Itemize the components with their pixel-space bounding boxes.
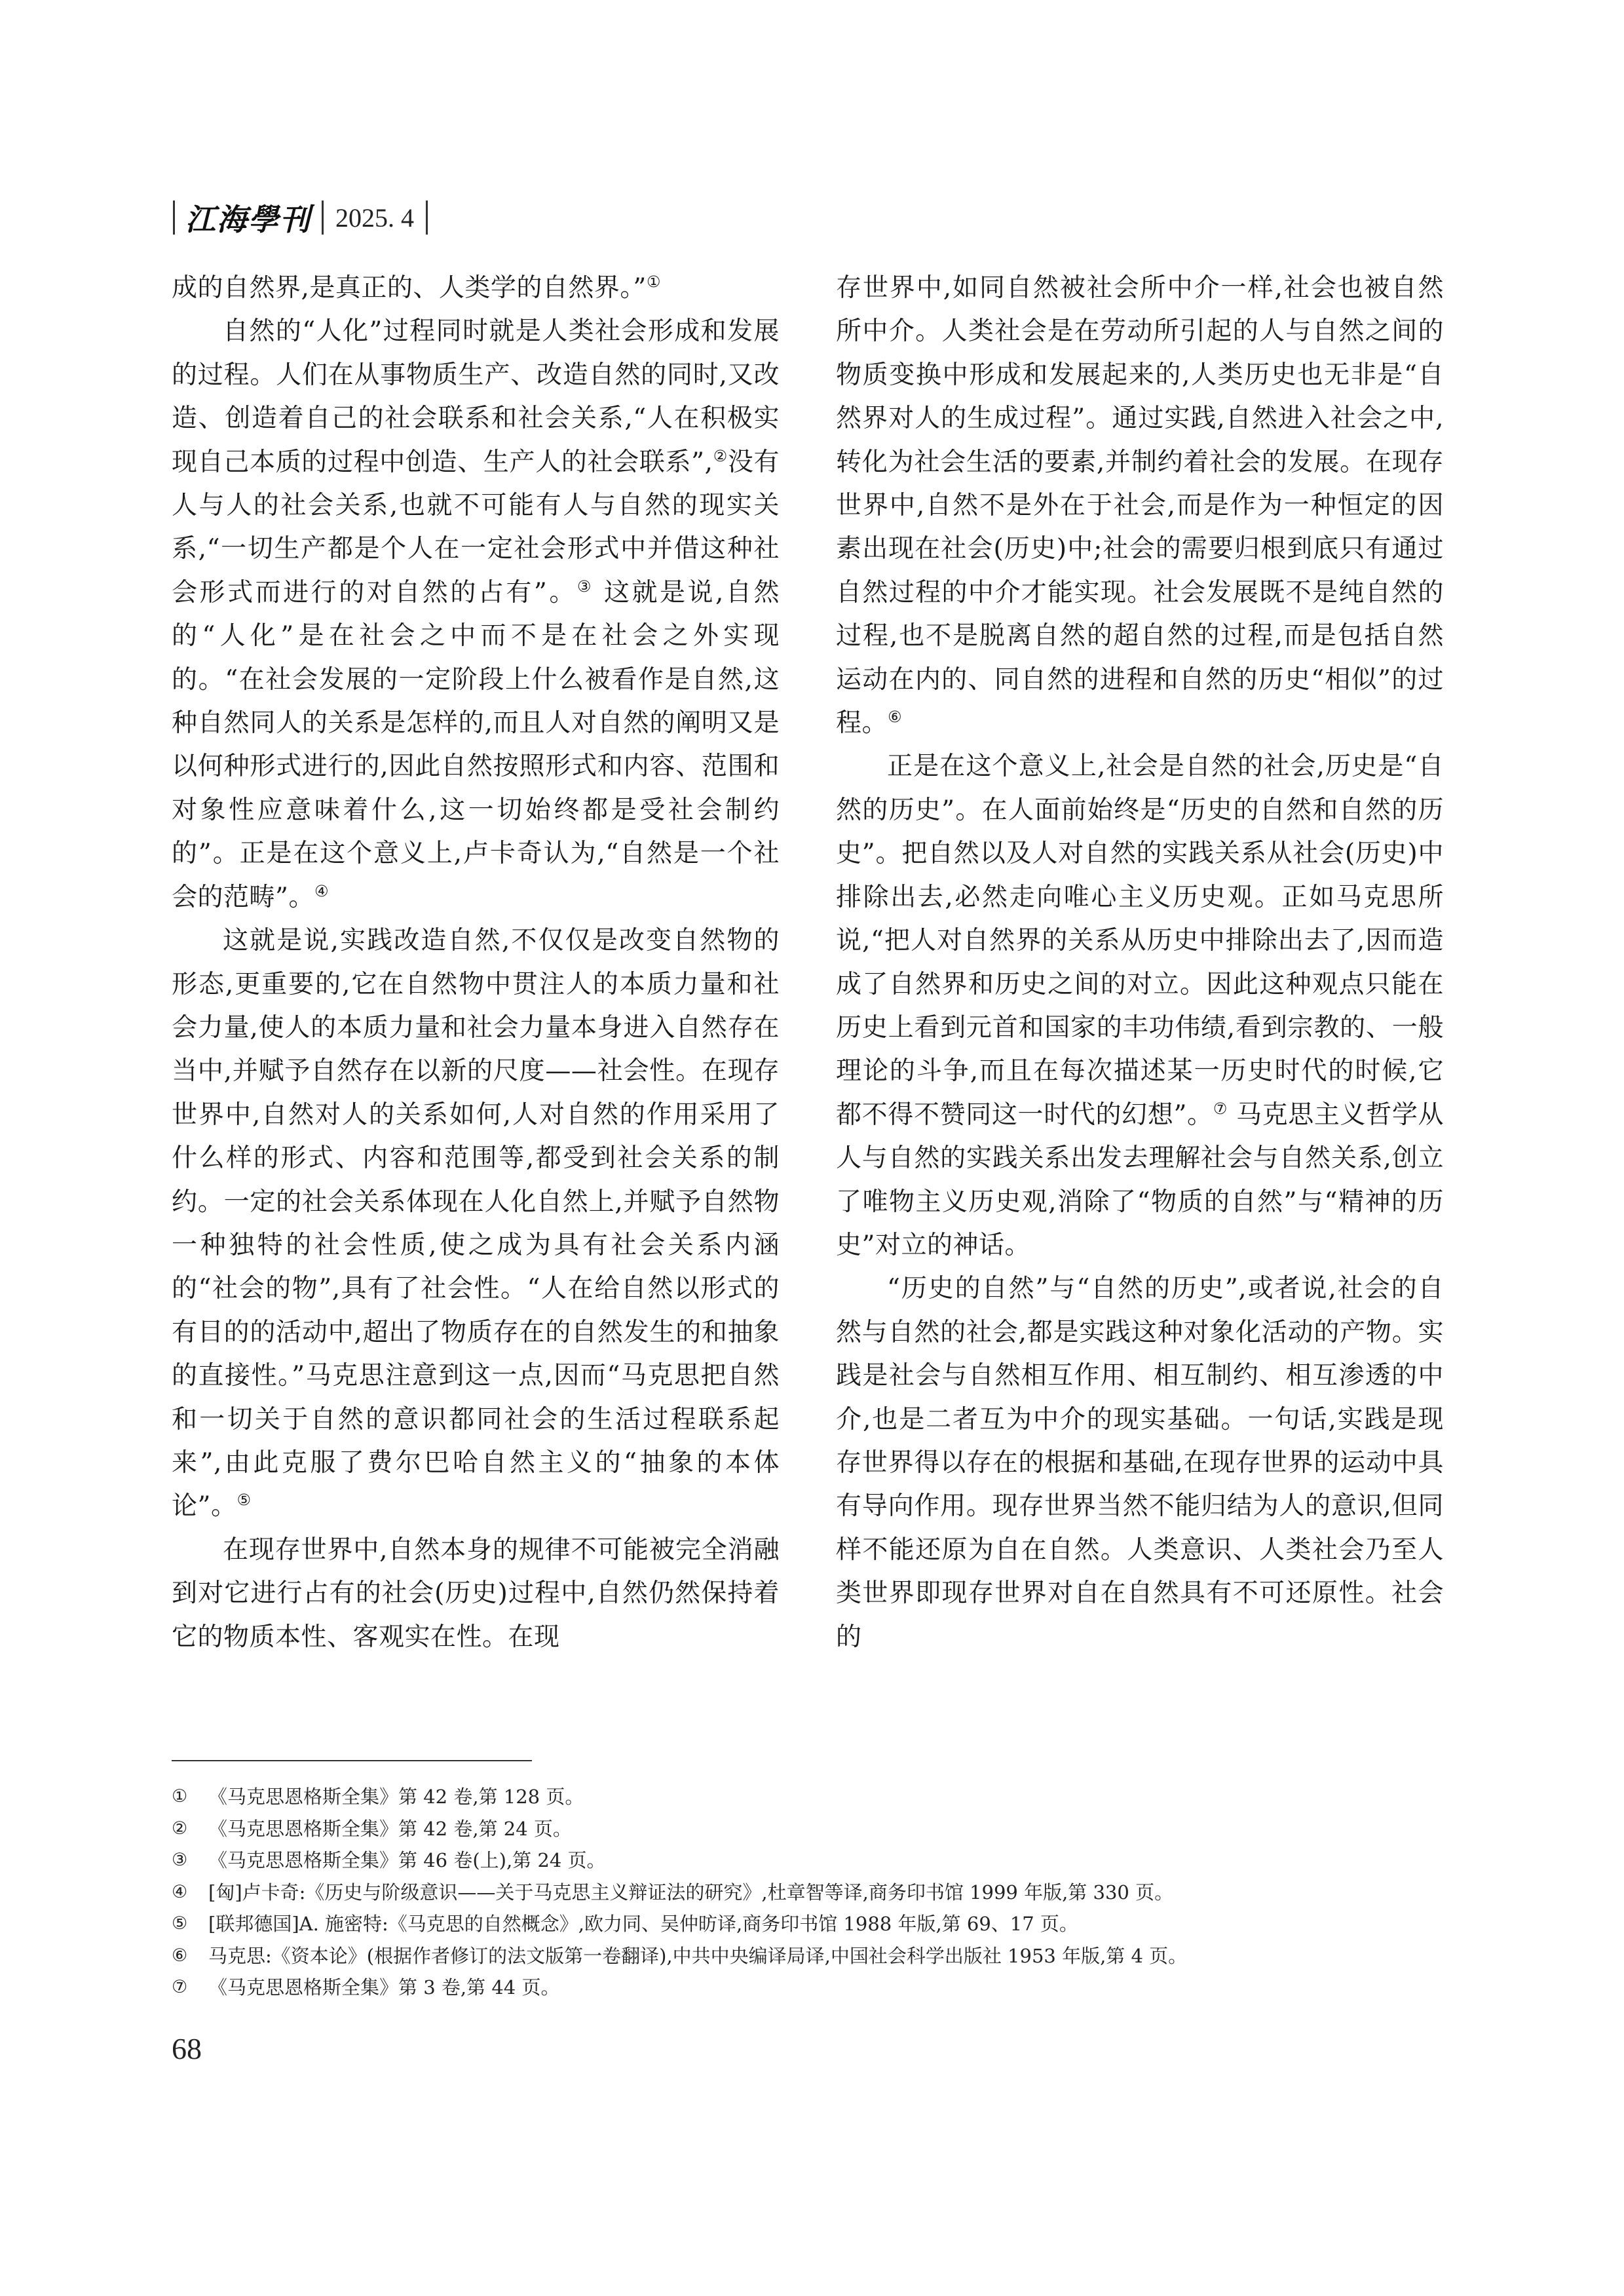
header-divider bbox=[426, 201, 428, 235]
footnote-text: 《马克思恩格斯全集》第 3 卷,第 44 页。 bbox=[208, 1976, 560, 1999]
header-divider bbox=[173, 201, 175, 235]
paragraph-text: 存世界中,如同自然被社会所中介一样,社会也被自然所中介。人类社会是在劳动所引起的人与自然之间的物质变换中形成和发展起来的,人类历史也无非是“自然界对人的生成过程”。通过实践,自然进入社会之中,转化为社会生活的要素,并制约着社会的发展。在现存世界中,自然不是外在于社会,而是作为一种恒定的因素出现在社会(历史)中;社会的需要归根到底只有通过自然过程的中介才能实现。社会发展既不是纯自然的过程,也不是脱离自然的超自然的过程,而是包括自然运动在内的、同自然的进程和自然的历史“相似”的过程。 bbox=[836, 273, 1444, 738]
issue-number: 2025. 4 bbox=[335, 202, 414, 233]
footnote bbox=[172, 1813, 1456, 1845]
journal-title: 江海學刊 bbox=[185, 202, 311, 237]
footnote-ref[interactable]: ④ bbox=[314, 881, 329, 900]
footnote-mark: ⑤ bbox=[172, 1913, 188, 1934]
footnote-ref[interactable]: ⑥ bbox=[888, 708, 903, 727]
page-number: 68 bbox=[172, 2032, 202, 2065]
footnote bbox=[172, 1972, 1456, 2004]
footnote-mark: ⑥ bbox=[172, 1945, 188, 1966]
footnote-text: 马克思:《资本论》(根据作者修订的法文版第一卷翻译),中共中央编译局译,中国社会科学出版社 1953 年版,第 4 页。 bbox=[208, 1944, 1188, 1967]
footnote-text: 《马克思恩格斯全集》第 42 卷,第 128 页。 bbox=[208, 1786, 584, 1808]
paragraph-text: 正是在这个意义上,社会是自然的社会,历史是“自然的历史”。在人面前始终是“历史的自然和自然的历史”。把自然以及人对自然的实践关系从社会(历史)中排除出去,必然走向唯心主义历史观。正如马克思所说,“把人对自然界的关系从历史中排除出去了,因而造成了自然界和历史之间的对立。因此这种观点只能在历史上看到元首和国家的丰功伟绩,看到宗教的、一般理论的斗争,而且在每次描述某一历史时代的时候,它都不得不赞同这一时代的幻想”。 bbox=[836, 752, 1444, 1130]
paragraph-text: 这就是说,自然的“人化”是在社会之中而不是在社会之外实现的。“在社会发展的一定阶段上什么被看作是自然,这种自然同人的关系是怎样的,而且人对自然的阐明又是以何种形式进行的,因此自然按照形式和内容、范围和对象性应意味着什么,这一切始终都是受社会制约的”。正是在这个意义上,卢卡奇认为,“自然是一个社会的范畴”。 bbox=[172, 577, 780, 912]
paragraph bbox=[172, 1529, 780, 1659]
footnote-mark: ④ bbox=[172, 1881, 188, 1902]
footnote-mark: ③ bbox=[172, 1850, 188, 1870]
paragraph-text: 自然的“人化”过程同时就是人类社会形成和发展的过程。人们在从事物质生产、改造自然的同时,又改造、创造着自己的社会联系和社会关系,“人在积极实现自己本质的过程中创造、生产人的社会联系”, bbox=[172, 316, 780, 477]
footnote-mark: ② bbox=[172, 1818, 188, 1839]
paragraph bbox=[836, 267, 1444, 745]
footnote bbox=[172, 1877, 1456, 1909]
header-divider bbox=[322, 201, 324, 235]
running-header bbox=[173, 197, 428, 239]
footnotes bbox=[172, 1781, 1456, 2004]
footnote-text: 《马克思恩格斯全集》第 42 卷,第 24 页。 bbox=[208, 1817, 572, 1840]
paragraph-text: 这就是说,实践改造自然,不仅仅是改变自然物的形态,更重要的,它在自然物中贯注人的本质力量和社会力量,使人的本质力量和社会力量本身进入自然存在当中,并赋予自然存在以新的尺度——社会性。在现存世界中,自然对人的关系如何,人对自然的作用采用了什么样的形式、内容和范围等,都受到社会关系的制约。一定的社会关系体现在人化自然上,并赋予自然物一种独特的社会性质,使之成为具有社会关系内涵的“社会的物”,具有了社会性。“人在给自然以形式的有目的的活动中,超出了物质存在的自然发生的和抽象的直接性。”马克思注意到这一点,因而“马克思把自然和一切关于自然的意识都同社会的生活过程联系起来”,由此克服了费尔巴哈自然主义的“抽象的本体论”。 bbox=[172, 926, 780, 1521]
footnote-text: 《马克思恩格斯全集》第 46 卷(上),第 24 页。 bbox=[208, 1849, 606, 1871]
footnote-text: [联邦德国]A. 施密特:《马克思的自然概念》,欧力同、吴仲昉译,商务印书馆 1988 年版,第 69、17 页。 bbox=[208, 1913, 1078, 1935]
footnote bbox=[172, 1781, 1456, 1813]
footnote bbox=[172, 1845, 1456, 1877]
paragraph bbox=[172, 919, 780, 1529]
paragraph-text: 没有人与人的社会关系,也就不可能有人与自然的现实关系,“一切生产都是个人在一定社会形式中并借这种社会形式而进行的对自然的占有”。 bbox=[172, 447, 780, 607]
paragraph-text: 在现存世界中,自然本身的规律不可能被完全消融到对它进行占有的社会(历史)过程中,自然仍然保持着它的物质本性、客观实在性。在现 bbox=[172, 1535, 780, 1652]
paragraph bbox=[836, 745, 1444, 1267]
paragraph-text: “历史的自然”与“自然的历史”,或者说,社会的自然与自然的社会,都是实践这种对象化活动的产物。实践是社会与自然相互作用、相互制约、相互渗透的中介,也是二者互为中介的现实基础。一句话,实践是现存世界得以存在的根据和基础,在现存世界的运动中具有导向作用。现存世界当然不能归结为人的意识,但同样不能还原为自在自然。人类意识、人类社会乃至人类世界即现存世界对自在自然具有不可还原性。社会的 bbox=[836, 1274, 1444, 1652]
paragraph-text: 成的自然界,是真正的、人类学的自然界。” bbox=[172, 273, 647, 303]
footnote-separator bbox=[172, 1760, 532, 1761]
footnote bbox=[172, 1940, 1456, 1972]
left-column bbox=[172, 267, 780, 1659]
footnote-ref[interactable]: ② bbox=[713, 446, 728, 465]
paragraph bbox=[836, 1267, 1444, 1659]
paragraph bbox=[172, 310, 780, 919]
footnote-ref[interactable]: ⑦ bbox=[1213, 1099, 1228, 1118]
footnote-mark: ① bbox=[172, 1786, 188, 1807]
footnote-text: [匈]卢卡奇:《历史与阶级意识——关于马克思主义辩证法的研究》,杜章智等译,商务印书馆 1999 年版,第 330 页。 bbox=[208, 1881, 1174, 1904]
right-column bbox=[836, 267, 1444, 1659]
footnote-ref[interactable]: ① bbox=[646, 273, 661, 291]
footnote-mark: ⑦ bbox=[172, 1977, 188, 1997]
footnote bbox=[172, 1908, 1456, 1940]
footnote-ref[interactable]: ③ bbox=[576, 577, 594, 596]
footnote-ref[interactable]: ⑤ bbox=[236, 1491, 252, 1510]
paragraph bbox=[172, 267, 780, 310]
paragraph-text: 马克思主义哲学从人与自然的实践关系出发去理解社会与自然关系,创立了唯物主义历史观,消除了“物质的自然”与“精神的历史”对立的神话。 bbox=[836, 1100, 1444, 1260]
